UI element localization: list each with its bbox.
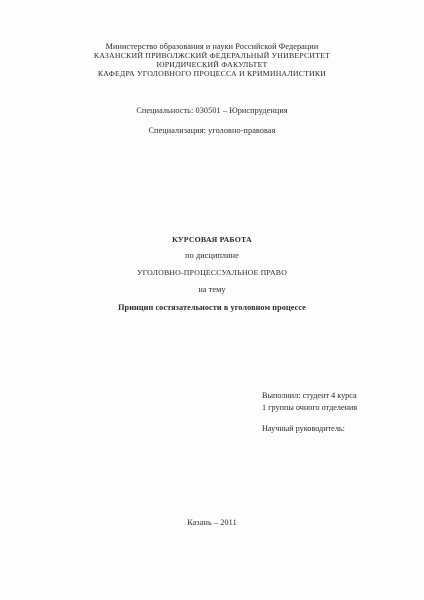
discipline-name: УГОЛОВНО-ПРОЦЕССУАЛЬНОЕ ПРАВО	[136, 268, 288, 277]
supervisor-line: Научный руководитель:	[262, 424, 345, 433]
group-line: 1 группы очного отделения	[262, 403, 358, 412]
university-line: КАЗАНСКИЙ ПРИВОЛЖСКИЙ ФЕДЕРАЛЬНЫЙ УНИВЕРСИТЕТ	[93, 51, 331, 60]
by-discipline-label: по дисциплине	[185, 251, 239, 260]
faculty-line: ЮРИДИЧЕСКИЙ ФАКУЛЬТЕТ	[156, 60, 268, 69]
specialty-line: Специальность: 030501 – Юриспруденция	[136, 106, 288, 115]
work-type-title: КУРСОВАЯ РАБОТА	[172, 235, 252, 244]
on-topic-label: на тему	[198, 285, 226, 294]
performed-by-line: Выполнил: студент 4 курса	[262, 391, 357, 400]
city-year-line: Казань – 2011	[187, 518, 237, 527]
ministry-line: Министерство образования и науки Российской Федерации	[105, 42, 319, 51]
topic-title: Принцип состязательности в уголовном процессе	[118, 303, 306, 312]
specialization-line: Специализация: уголовно-правовая	[148, 126, 276, 135]
department-line: КАФЕДРА УГОЛОВНОГО ПРОЦЕССА И КРИМИНАЛИСТИКИ	[97, 69, 327, 78]
